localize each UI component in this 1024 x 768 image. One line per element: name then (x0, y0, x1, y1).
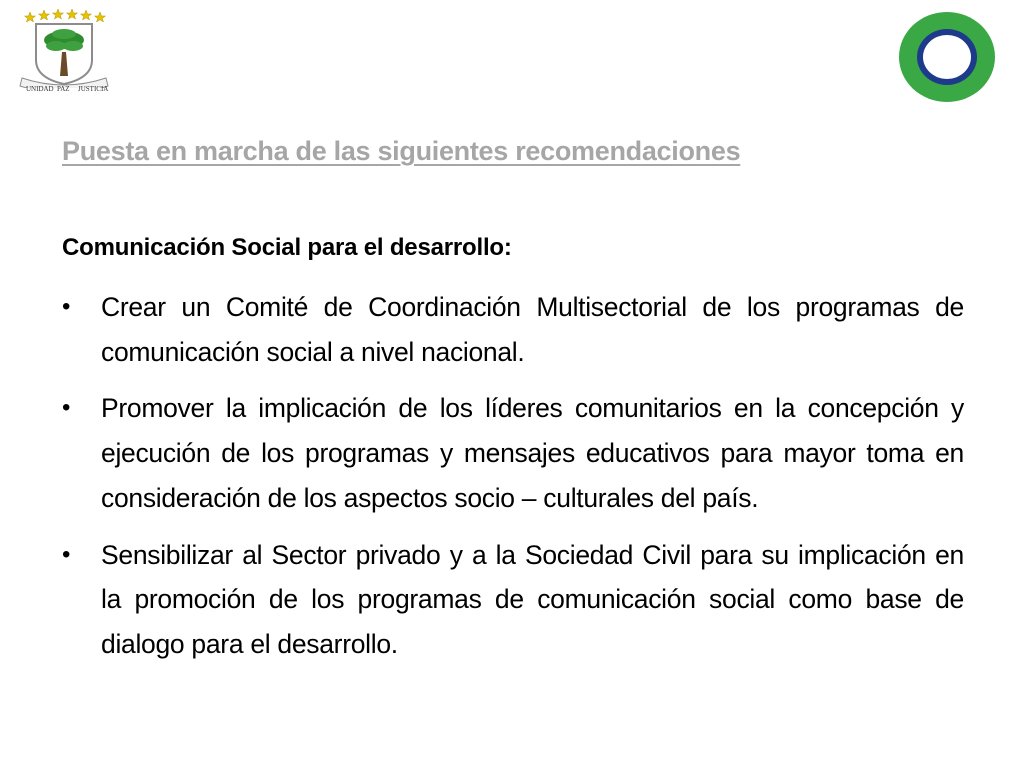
bullet-text: Promover la implicación de los líderes comunitarios en la concepción y ejecución de los programas y mensajes educativos para mayor toma en consideración de los aspectos socio – culturales del país. (101, 393, 964, 513)
bullet-text: Crear un Comité de Coordinación Multisectorial de los programas de comunicación social a nivel nacional. (101, 292, 964, 367)
bullet-icon: • (62, 394, 71, 422)
bullet-text: Sensibilizar al Sector privado y a la Sociedad Civil para su implicación en la promoción de los programas de comunicación social como base de dialogo para el desarrollo. (101, 539, 964, 659)
motto-word: JUSTICIA (78, 85, 109, 93)
coat-of-arms-emblem (16, 8, 112, 98)
section-subheading: Comunicación Social para el desarrollo: (62, 234, 512, 261)
emblem-motto (16, 84, 112, 96)
motto-word: UNIDAD (26, 85, 54, 93)
ring-logo-icon (897, 10, 997, 104)
bullet-icon: • (62, 540, 71, 568)
bullet-list (62, 285, 964, 679)
bullet-item (62, 285, 964, 374)
bullet-item (62, 533, 964, 667)
coat-of-arms-icon (16, 8, 112, 88)
slide-heading: Puesta en marcha de las siguientes recomendaciones (62, 136, 741, 166)
bullet-icon: • (62, 293, 71, 320)
ring-logo (897, 10, 997, 104)
motto-word: PAZ (57, 85, 70, 93)
bullet-item (62, 386, 964, 520)
